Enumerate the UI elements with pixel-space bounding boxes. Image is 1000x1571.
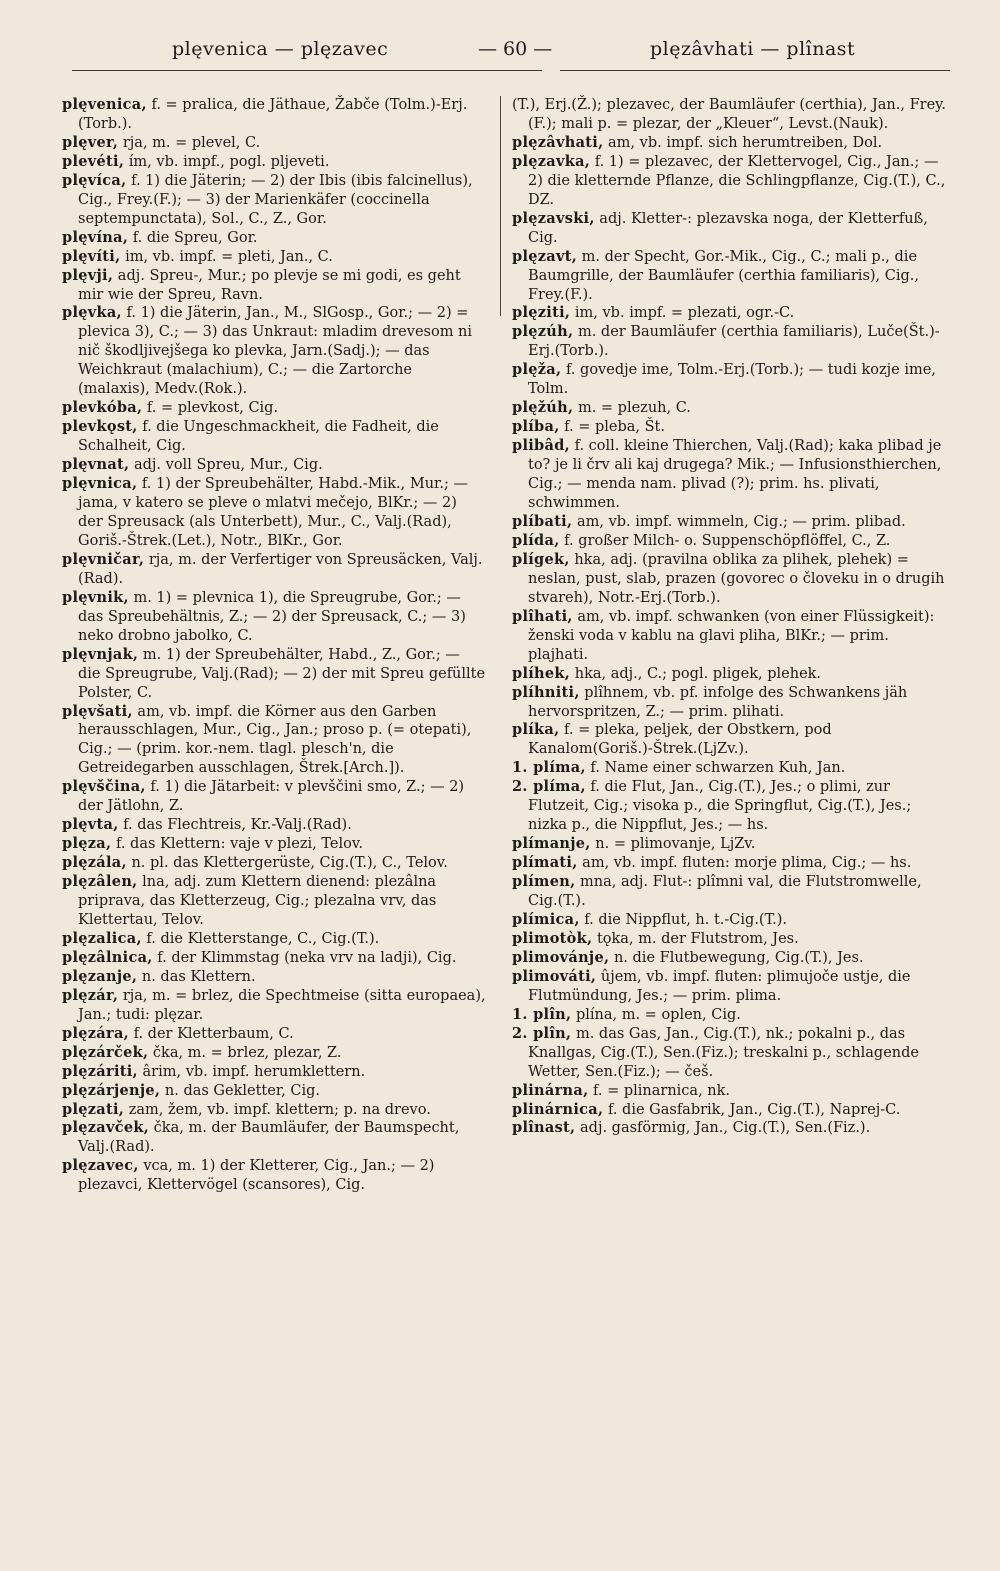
entry-headword: plímanje, <box>512 835 591 853</box>
entry-definition: im, vb. impf. = pleti, Jan., C. <box>120 248 333 265</box>
entry-definition: f. 1) die Jäterin; — 2) der Ibis (ibis falcinellus), Cig., Frey.(F.); — 3) der Marienkäfer (coccinella septempunctata), Sol., C., Z., Gor. <box>78 172 473 227</box>
dictionary-entry <box>62 835 486 854</box>
dictionary-entry <box>62 418 486 456</box>
entry-headword: plęver, <box>62 133 119 151</box>
dictionary-entry <box>62 172 486 229</box>
entry-headword: plęza, <box>62 835 112 853</box>
entry-headword: plígek, <box>512 550 570 568</box>
dictionary-entry <box>512 911 948 930</box>
entry-headword: plída, <box>512 531 560 549</box>
entry-headword: plîhati, <box>512 607 573 625</box>
entry-headword: plinárna, <box>512 1081 589 1099</box>
dictionary-entry <box>512 873 948 911</box>
entry-headword: plęvnica, <box>62 475 138 493</box>
right-guide-word: plęzâvhati — plînast <box>650 38 856 60</box>
entry-definition: hka, adj. (pravilna oblika za plihek, plehek) = neslan, pust, slab, prazen (govorec o človeku in o drugih stvareh), Notr.-Erj.(Torb.). <box>528 551 945 606</box>
entry-headword: 1. plíma, <box>512 759 586 777</box>
entry-definition: čka, m. = brlez, plezar, Z. <box>148 1044 342 1061</box>
dictionary-entry <box>512 778 948 835</box>
dictionary-entry <box>512 721 948 759</box>
dictionary-entry <box>62 96 486 134</box>
dictionary-entry <box>512 665 948 684</box>
entry-definition: mna, adj. Flut-: plîmni val, die Flutstromwelle, Cig.(T.). <box>528 874 922 910</box>
entry-definition: vca, m. 1) der Kletterer, Cig., Jan.; — 2) plezavci, Klettervögel (scansores), Cig. <box>78 1158 435 1194</box>
entry-definition: f. das Flechtreis, Kr.-Valj.(Rad). <box>118 817 352 834</box>
entry-definition: hka, adj., C.; pogl. pligek, plehek. <box>570 665 822 682</box>
dictionary-entry <box>62 949 486 968</box>
entry-headword: plęzâlnica, <box>62 948 153 966</box>
entry-headword: plęvenica, <box>62 96 147 113</box>
dictionary-entry <box>62 134 486 153</box>
entry-definition: m. der Baumläufer (certhia familiaris), Luče(Št.)-Erj.(Torb.). <box>528 324 940 360</box>
entry-definition: im, vb. impf. = plezati, ogr.-C. <box>570 305 795 322</box>
entry-definition: f. das Klettern: vaje v plezi, Telov. <box>111 836 363 853</box>
page-header <box>0 38 1000 70</box>
dictionary-entry <box>512 361 948 399</box>
dictionary-entry <box>512 1101 948 1120</box>
entry-headword: 2. plîn, <box>512 1024 572 1042</box>
entry-headword: plevkóba, <box>62 399 143 417</box>
column-divider <box>500 96 501 316</box>
entry-definition: f. der Kletterbaum, C. <box>128 1025 294 1042</box>
entry-headword: plęzála, <box>62 854 127 872</box>
dictionary-entry <box>512 1006 948 1025</box>
entry-definition: plína, m. = oplen, Cig. <box>571 1006 741 1023</box>
entry-headword: plęvji, <box>62 266 114 284</box>
dictionary-entry <box>62 1025 486 1044</box>
dictionary-entry <box>512 323 948 361</box>
entry-definition: m. 1) der Spreubehälter, Habd., Z., Gor.; — die Spreugrube, Valj.(Rad); — 2) der mit Spreu gefüllte Polster, C. <box>78 646 486 701</box>
entry-headword: plęvničar, <box>62 550 145 568</box>
entry-definition: n. pl. das Klettergerüste, Cig.(T.), C., Telov. <box>126 855 448 872</box>
entry-headword: plęvščina, <box>62 778 146 796</box>
entry-definition: f. govedje ime, Tolm.-Erj.(Torb.); — tudi kozje ime, Tolm. <box>528 362 936 398</box>
dictionary-entry <box>62 854 486 873</box>
dictionary-entry <box>62 873 486 930</box>
dictionary-entry <box>62 1119 486 1157</box>
entry-headword: plęzavka, <box>512 152 591 170</box>
page-number: — 60 — <box>478 38 553 60</box>
entry-headword: plíhek, <box>512 664 571 682</box>
dictionary-entry <box>512 210 948 248</box>
entry-definition: zam, žem, vb. impf. klettern; p. na drevo. <box>124 1101 431 1118</box>
entry-definition: f. = plinarnica, nk. <box>588 1082 731 1099</box>
entry-headword: plímen, <box>512 873 576 891</box>
dictionary-entry <box>512 304 948 323</box>
entry-definition: m. = plezuh, C. <box>573 400 691 417</box>
dictionary-entry <box>512 759 948 778</box>
entry-headword: plęzalica, <box>62 929 142 947</box>
entry-headword: plevkǫst, <box>62 418 138 436</box>
entry-definition: (T.), Erj.(Ž.); plezavec, der Baumläufer (certhia), Jan., Frey.(F.); mali p. = plezar, der „Kleuer“, Levst.(Nauk). <box>512 97 947 132</box>
entry-headword: plęzár, <box>62 986 119 1004</box>
entry-headword: plęzavček, <box>62 1119 150 1137</box>
dictionary-entry <box>512 684 948 722</box>
entry-definition: m. das Gas, Jan., Cig.(T.), nk.; pokalni p., das Knallgas, Cig.(T.), Sen.(Fiz.); treskalni p., schlagende Wetter, Sen.(Fiz.); — češ. <box>528 1025 919 1080</box>
entry-definition: f. die Nippflut, h. t.-Cig.(T.). <box>579 911 788 928</box>
entry-definition: ím, vb. impf., pogl. pljeveti. <box>124 153 330 170</box>
entry-definition: ûjem, vb. impf. fluten: plimujoče ustje, die Flutmündung, Jes.; — prim. plima. <box>528 968 911 1004</box>
dictionary-entry <box>62 816 486 835</box>
entry-definition: rja, m. der Verfertiger von Spreusäcken, Valj.(Rad). <box>78 551 483 587</box>
dictionary-entry <box>62 1063 486 1082</box>
entry-headword: plęziti, <box>512 304 571 322</box>
entry-headword: plęzára, <box>62 1024 129 1042</box>
entry-headword: plinárnica, <box>512 1100 604 1118</box>
entry-definition: f. 1) die Jätarbeit: v plevščini smo, Z.; — 2) der Jätlohn, Z. <box>78 779 465 815</box>
entry-definition: f. die Spreu, Gor. <box>128 229 258 246</box>
header-rule-left <box>72 70 542 71</box>
entry-definition: m. der Specht, Gor.-Mik., Cig., C.; mali p., die Baumgrille, der Baumläufer (certhia familiaris), Cig., Frey.(F.). <box>528 248 919 303</box>
entry-headword: plęvta, <box>62 816 119 834</box>
dictionary-entry <box>512 513 948 532</box>
entry-headword: plíhniti, <box>512 683 580 701</box>
entry-headword: plęžúh, <box>512 399 574 417</box>
entry-headword: plímati, <box>512 854 578 872</box>
entry-headword: plęzúh, <box>512 323 574 341</box>
dictionary-entry <box>62 703 486 779</box>
entry-definition: tǫka, m. der Flutstrom, Jes. <box>592 930 799 947</box>
entry-headword: plíka, <box>512 721 560 739</box>
entry-headword: plevéti, <box>62 152 125 170</box>
entry-headword: plimotòk, <box>512 929 593 947</box>
entry-definition: am, vb. impf. wimmeln, Cig.; — prim. plibad. <box>572 513 906 530</box>
entry-headword: plíba, <box>512 418 560 436</box>
dictionary-entry <box>512 418 948 437</box>
dictionary-entry <box>512 608 948 665</box>
entry-headword: plęvíca, <box>62 171 127 189</box>
dictionary-entry <box>512 930 948 949</box>
dictionary-entry <box>62 399 486 418</box>
entry-definition: am, vb. impf. fluten: morje plima, Cig.; — hs. <box>577 855 912 872</box>
entry-definition: am, vb. impf. schwanken (von einer Flüssigkeit): ženski voda v kablu na glavi pliha, BlKr.; — prim. plajhati. <box>528 608 935 663</box>
entry-definition: f. 1) = plezavec, der Klettervogel, Cig., Jan.; — 2) die kletternde Pflanze, die Schlingpflanze, Cig.(T.), C., DZ. <box>528 153 946 208</box>
entry-definition: adj. voll Spreu, Mur., Cig. <box>129 457 323 474</box>
left-guide-word: plęvenica — plęzavec <box>172 38 389 60</box>
dictionary-entry <box>512 399 948 418</box>
dictionary-entry <box>62 551 486 589</box>
dictionary-entry <box>62 930 486 949</box>
dictionary-entry <box>512 1119 948 1138</box>
entry-headword: plęvka, <box>62 304 122 322</box>
entry-definition: f. = plevkost, Cig. <box>142 400 279 417</box>
header-rule-right <box>560 70 950 71</box>
entry-headword: plęzâvhati, <box>512 133 604 151</box>
entry-definition: f. = pleka, peljek, der Obstkern, pod Kanalom(Goriš.)-Štrek.(LjZv.). <box>528 722 832 758</box>
entry-headword: plęzavt, <box>512 247 578 265</box>
entry-definition: f. die Flut, Jan., Cig.(T.), Jes.; o plimi, zur Flutzeit, Cig.; visoka p., die Springflut, Cig.(T.), Jes.; nizka p., die Nippflut, Jes.; — hs. <box>528 779 912 834</box>
entry-definition: m. 1) = plevnica 1), die Spreugrube, Gor.; — das Spreubehältnis, Z.; — 2) der Spreusack, C.; — 3) neko drobno jabolko, C. <box>78 589 466 644</box>
entry-headword: plęzárček, <box>62 1043 149 1061</box>
dictionary-entry <box>512 248 948 305</box>
dictionary-entry <box>62 1101 486 1120</box>
entry-definition: f. = pralica, die Jäthaue, Žabče (Tolm.)-Erj.(Torb.). <box>78 97 468 132</box>
entry-headword: plęvnjak, <box>62 645 139 663</box>
dictionary-entry <box>512 551 948 608</box>
entry-definition: čka, m. der Baumläufer, der Baumspecht, Valj.(Rad). <box>78 1120 460 1156</box>
entry-headword: plęvnik, <box>62 588 129 606</box>
dictionary-entry <box>62 1157 486 1195</box>
entry-headword: plęvíti, <box>62 247 121 265</box>
dictionary-entry <box>512 437 948 513</box>
dictionary-entry <box>62 304 486 399</box>
entry-headword: plęzárjenje, <box>62 1081 161 1099</box>
dictionary-entry <box>512 968 948 1006</box>
dictionary-entry <box>62 475 486 551</box>
entry-headword: plęzavec, <box>62 1157 139 1175</box>
dictionary-entry <box>62 589 486 646</box>
entry-definition: rja, m. = plevel, C. <box>118 134 261 151</box>
entry-headword: plímica, <box>512 910 580 928</box>
entry-definition: f. coll. kleine Thierchen, Valj.(Rad); kaka plibad je to? je li črv ali kaj drugega? Mik.; — Infusionsthierchen, Cig.; — menda nam. plivad (?); prim. hs. plivati, schwimmen. <box>528 438 942 512</box>
dictionary-entry <box>62 968 486 987</box>
entry-headword: plînast, <box>512 1119 576 1137</box>
dictionary-entry <box>62 987 486 1025</box>
entry-headword: plęzanje, <box>62 967 138 985</box>
entry-definition: rja, m. = brlez, die Spechtmeise (sitta europaea), Jan.; tudi: plęzar. <box>78 987 486 1023</box>
entry-definition: n. die Flutbewegung, Cig.(T.), Jes. <box>609 949 864 966</box>
entry-definition: adj. Spreu-, Mur.; po plevje se mi godi, es geht mir wie der Spreu, Ravn. <box>78 267 461 303</box>
dictionary-entry <box>62 456 486 475</box>
entry-headword: plimovánje, <box>512 948 610 966</box>
dictionary-entry <box>62 646 486 703</box>
entry-headword: plimováti, <box>512 967 597 985</box>
dictionary-entry <box>512 835 948 854</box>
entry-headword: plęzati, <box>62 1100 125 1118</box>
entry-definition: am, vb. impf. sich herumtreiben, Dol. <box>603 134 883 151</box>
entry-definition: plîhnem, vb. pf. infolge des Schwankens jäh hervorspritzen, Z.; — prim. plihati. <box>528 684 908 720</box>
dictionary-entry <box>62 778 486 816</box>
entry-headword: plęzáriti, <box>62 1062 138 1080</box>
entry-headword: plęvína, <box>62 228 129 246</box>
entry-definition: f. 1) der Spreubehälter, Habd.-Mik., Mur.; — jama, v katero se pleve o mlatvi mečejo, BlKr.; — 2) der Spreusack (als Unterbett), Mur., C., Valj.(Rad), Goriš.-Štrek.(Let.), Notr., BlKr., Gor. <box>78 476 469 549</box>
entry-definition: adj. gasförmig, Jan., Cig.(T.), Sen.(Fiz.). <box>575 1120 871 1137</box>
entry-definition: f. 1) die Jäterin, Jan., M., SlGosp., Gor.; — 2) = plevica 3), C.; — 3) das Unkraut: mladim drevesom ni nič škodljivejšega ko plevka, Jarn.(Sadj.); — das Weichkraut (malachium), C.; — die Zartorche (malaxis), Medv.(Rok.). <box>78 305 473 398</box>
dictionary-entry <box>512 854 948 873</box>
entry-headword: plibâd, <box>512 437 570 455</box>
dictionary-entry <box>512 96 948 134</box>
dictionary-entry <box>512 532 948 551</box>
dictionary-entry <box>512 1082 948 1101</box>
entry-definition: f. die Kletterstange, C., Cig.(T.). <box>141 930 380 947</box>
dictionary-entry <box>512 949 948 968</box>
entry-headword: plíbati, <box>512 512 573 530</box>
dictionary-entry <box>62 1044 486 1063</box>
dictionary-entry <box>512 134 948 153</box>
entry-definition: adj. Kletter-: plezavska noga, der Kletterfuß, Cig. <box>528 210 928 246</box>
dictionary-entry <box>62 248 486 267</box>
entry-definition: f. großer Milch- o. Suppenschöpflöffel, C., Z. <box>559 532 891 549</box>
entry-headword: plęvšati, <box>62 702 133 720</box>
right-column <box>512 96 948 1138</box>
entry-definition: f. die Ungeschmackheit, die Fadheit, die Schalheit, Cig. <box>78 419 439 455</box>
entry-definition: n. = plimovanje, LjZv. <box>590 836 756 853</box>
entry-definition: lna, adj. zum Klettern dienend: plezâlna priprava, das Kletterzeug, Cig.; plezalna vrv, das Klettertau, Telov. <box>78 874 437 928</box>
dictionary-entry <box>512 153 948 210</box>
entry-definition: n. das Klettern. <box>137 968 256 985</box>
entry-definition: f. Name einer schwarzen Kuh, Jan. <box>585 760 846 777</box>
entry-headword: plęzavski, <box>512 209 595 227</box>
dictionary-entry <box>62 267 486 305</box>
entry-definition: f. die Gasfabrik, Jan., Cig.(T.), Naprej-C. <box>603 1101 901 1118</box>
dictionary-entry <box>62 229 486 248</box>
entry-headword: 1. plîn, <box>512 1005 572 1023</box>
entry-definition: f. = pleba, Št. <box>559 419 665 436</box>
dictionary-entry <box>62 1082 486 1101</box>
entry-headword: 2. plíma, <box>512 778 586 796</box>
entry-definition: am, vb. impf. die Körner aus den Garben herausschlagen, Mur., Cig., Jan.; proso p. (= otepati), Cig.; — (prim. kor.-nem. tlagl. plesch'n, die Getreidegarben ausschlagen, Štrek.[Arch.]). <box>78 703 472 777</box>
entry-headword: plęža, <box>512 361 562 379</box>
entry-definition: f. der Klimmstag (neka vrv na ladji), Cig. <box>152 949 457 966</box>
entry-headword: plęvnat, <box>62 456 130 474</box>
entry-definition: ârim, vb. impf. herumklettern. <box>137 1063 366 1080</box>
dictionary-entry <box>62 153 486 172</box>
entry-headword: plęzâlen, <box>62 873 138 891</box>
entry-definition: n. das Gekletter, Cig. <box>160 1082 321 1099</box>
dictionary-entry <box>512 1025 948 1082</box>
left-column <box>62 96 486 1195</box>
